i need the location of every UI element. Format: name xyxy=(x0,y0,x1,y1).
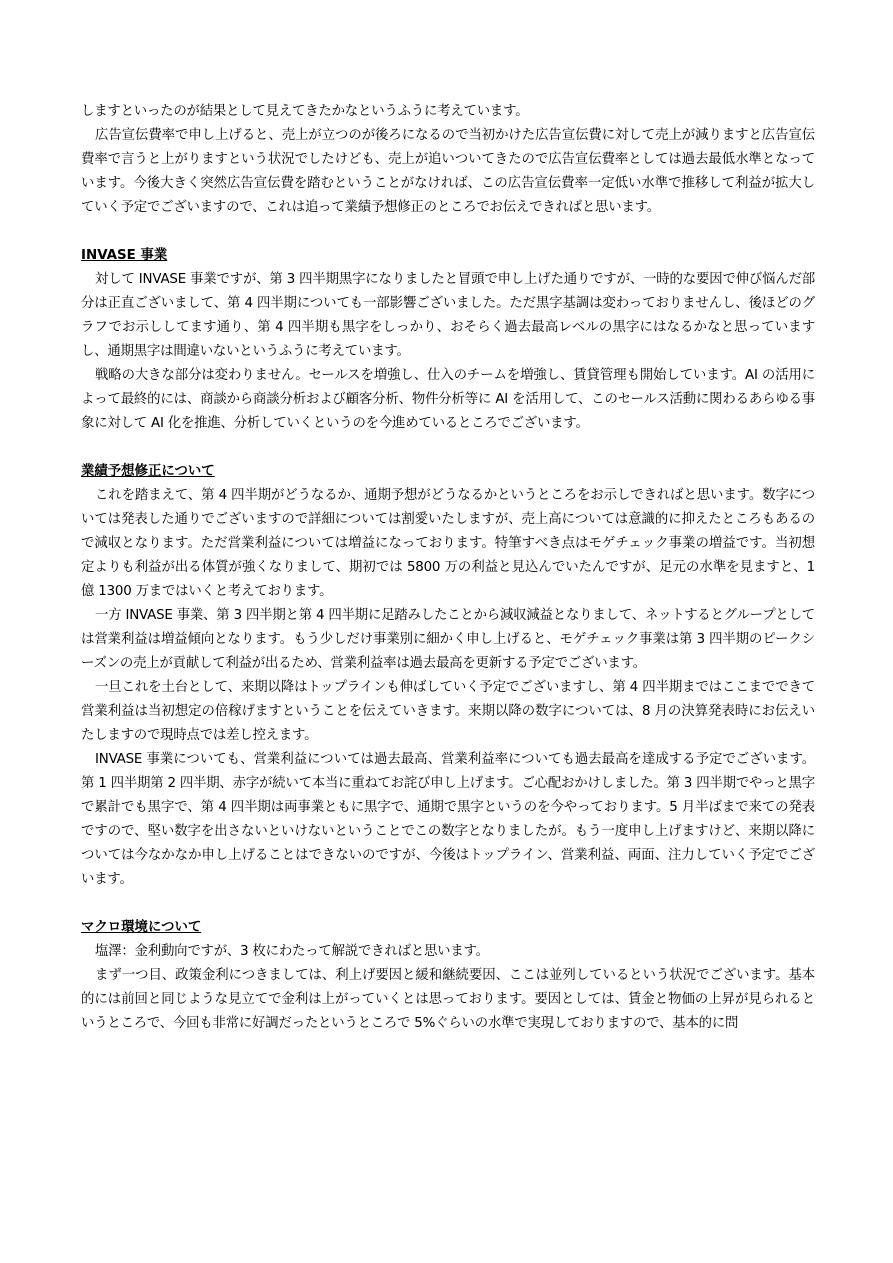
section-invase xyxy=(81,244,815,436)
spacer xyxy=(81,436,815,460)
section-forecast-revision xyxy=(81,460,815,892)
paragraph: 塩澤：金利動向ですが、3 枚にわたって解説できればと思います。 xyxy=(95,944,489,959)
spacer xyxy=(81,220,815,244)
paragraph: 一方 INVASE 事業、第 3 四半期と第 4 四半期に足踏みしたことから減収減益となりまして、ネットするとグループとしては営業利益は増益傾向となります。もう少しだけ事業別に細かく申し上げると、モゲチェック事業は第 3 四半期のピークシーズンの売上が貢献して利益が出るため、営業利益率は過去最高を更新する予定でございます。 xyxy=(81,608,815,671)
paragraph: しますといったのが結果として見えてきたかなというふうに考えています。 xyxy=(81,104,529,119)
section-intro xyxy=(81,100,815,220)
section-heading: 業績予想修正について xyxy=(81,464,215,479)
paragraph: INVASE 事業についても、営業利益については過去最高、営業利益率についても過去最高を達成する予定でございます。第 1 四半期第 2 四半期、赤字が続いて本当に重ねてお詫び申し上げます。ご心配おかけしました。第 3 四半期でやっと黒字で累計でも黒字で、第 4 四半期は両事業ともに黒字で、通期で黒字というのを今やっております。5 月半ばまで来ての発表ですので、堅い数字を出さないといけないということでこの数字となりましたが。もう一度申し上げますけど、来期以降については今なかなか申し上げることはできないのですが、今後はトップライン、営業利益、両面、注力していく予定でございます。 xyxy=(81,752,815,887)
paragraph: 対して INVASE 事業ですが、第 3 四半期黒字になりましたと冒頭で申し上げた通りですが、一時的な要因で伸び悩んだ部分は正直ございまして、第 4 四半期についても一部影響ございました。ただ黒字基調は変わっておりませんし、後ほどのグラフでお示ししてます通り、第 4 四半期も黒字をしっかり、おそらく過去最高レベルの黒字にはなるかなと思っていますし、通期黒字は間違いないというふうに考えています。 xyxy=(81,272,815,359)
document-page xyxy=(81,100,815,1036)
paragraph: 戦略の大きな部分は変わりません。セールスを増強し、仕入のチームを増強し、賃貸管理も開始しています。AI の活用によって最終的には、商談から商談分析および顧客分析、物件分析等に AI を活用して、このセールス活動に関わるあらゆる事象に対して AI 化を推進、分析していくというのを今進めているところでございます。 xyxy=(81,368,815,431)
section-heading: マクロ環境について xyxy=(81,920,202,935)
paragraph: これを踏まえて、第 4 四半期がどうなるか、通期予想がどうなるかというところをお示しできればと思います。数字については発表した通りでございますので詳細については割愛いたしますが、売上高については意識的に抑えたところもあるので減収となります。ただ営業利益については増益になっております。特筆すべき点はモゲチェック事業の増益です。当初想定よりも利益が出る体質が強くなりまして、期初では 5800 万の利益と見込んでいたんですが、足元の水準を見ますと、1 億 1300 万まではいくと考えております。 xyxy=(81,488,815,599)
paragraph: まず一つ目、政策金利につきましては、利上げ要因と緩和継続要因、ここは並列しているという状況でございます。基本的には前回と同じような見立てで金利は上がっていくとは思っております。要因としては、賃金と物価の上昇が見られるというところで、今回も非常に好調だったというところで 5%ぐらいの水準で実現しておりますので、基本的に問 xyxy=(81,968,815,1031)
spacer xyxy=(81,892,815,916)
section-macro xyxy=(81,916,815,1036)
paragraph: 広告宣伝費率で申し上げると、売上が立つのが後ろになるので当初かけた広告宣伝費に対して売上が減りますと広告宣伝費率で言うと上がりますという状況でしたけども、売上が追いついてきたので広告宣伝費率としては過去最低水準となっています。今後大きく突然広告宣伝費を踏むということがなければ、この広告宣伝費率一定低い水準で推移して利益が拡大していく予定でございますので、これは追って業績予想修正のところでお伝えできればと思います。 xyxy=(81,128,815,215)
section-heading: INVASE 事業 xyxy=(81,248,168,263)
paragraph: 一旦これを土台として、来期以降はトップラインも伸ばしていく予定でございますし、第 4 四半期まではここまでできて営業利益は当初想定の倍稼げますということを伝えていきます。来期以降の数字については、8 月の決算発表時にお伝えいたしますので現時点では差し控えます。 xyxy=(81,680,815,743)
